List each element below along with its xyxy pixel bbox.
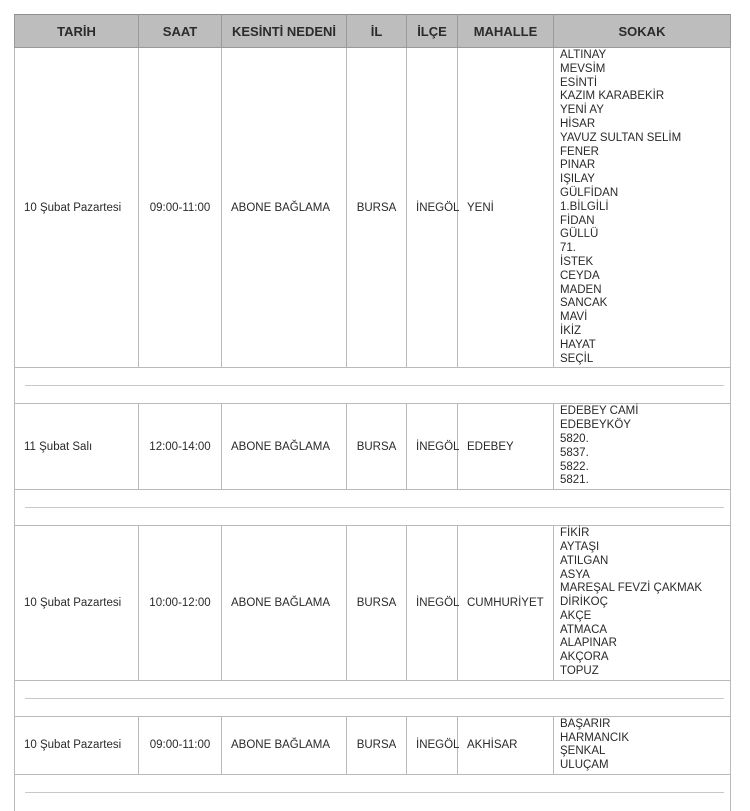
street-name: FENER: [560, 145, 599, 158]
street-name: EDEBEY CAMİ: [560, 405, 639, 418]
cell-il: BURSA: [347, 716, 407, 774]
cell-ilce: İNEGÖL: [407, 716, 458, 774]
divider-line: [25, 385, 724, 386]
street-name: BAŞARIR: [560, 717, 611, 730]
table-row: [15, 404, 731, 490]
street-name: MAREŞAL FEVZİ ÇAKMAK: [560, 582, 703, 595]
street-name: HARMANCIK: [560, 731, 630, 744]
street-name: 5820.: [560, 432, 589, 445]
street-name: MAVİ: [560, 311, 588, 324]
cell-sokak-list: [554, 716, 731, 774]
cell-mahalle: CUMHURİYET: [458, 526, 554, 681]
header-il: İL: [347, 15, 407, 48]
table-row: [15, 716, 731, 774]
cell-ilce: İNEGÖL: [407, 48, 458, 368]
street-name: 5837.: [560, 446, 589, 459]
divider-line: [25, 507, 724, 508]
street-name: GÜLLÜ: [560, 228, 599, 241]
street-name: AKÇE: [560, 609, 592, 622]
row-separator: [15, 680, 731, 716]
street-name: 1.BİLGİLİ: [560, 200, 609, 213]
row-separator: [15, 775, 731, 811]
cell-kesinti-nedeni: ABONE BAĞLAMA: [222, 404, 347, 490]
cell-tarih: 10 Şubat Pazartesi: [15, 48, 139, 368]
street-name: GÜLFİDAN: [560, 186, 619, 199]
cell-il: BURSA: [347, 404, 407, 490]
cell-ilce: İNEGÖL: [407, 404, 458, 490]
cell-tarih: 11 Şubat Salı: [15, 404, 139, 490]
row-separator: [15, 490, 731, 526]
street-name: AYTAŞI: [560, 540, 600, 553]
cell-kesinti-nedeni: ABONE BAĞLAMA: [222, 48, 347, 368]
cell-il: BURSA: [347, 48, 407, 368]
header-ilce: İLÇE: [407, 15, 458, 48]
street-name: CEYDA: [560, 269, 600, 282]
header-kesinti-nedeni: KESİNTİ NEDENİ: [222, 15, 347, 48]
street-name: EDEBEYKÖY: [560, 419, 631, 432]
street-name: ESİNTİ: [560, 76, 598, 89]
table-row: [15, 526, 731, 681]
street-name: 5821.: [560, 474, 589, 487]
table-row: [15, 48, 731, 368]
cell-sokak-list: [554, 48, 731, 368]
street-name: FİDAN: [560, 214, 595, 227]
cell-il: BURSA: [347, 526, 407, 681]
street-name: MEVSİM: [560, 62, 606, 75]
cell-saat: 09:00-11:00: [139, 716, 222, 774]
table-header-row: [15, 15, 731, 48]
cell-saat: 10:00-12:00: [139, 526, 222, 681]
street-name: YENİ AY: [560, 104, 604, 117]
header-sokak: SOKAK: [554, 15, 731, 48]
cell-mahalle: YENİ: [458, 48, 554, 368]
power-outage-table: [14, 14, 731, 811]
street-name: PINAR: [560, 159, 596, 172]
street-name: İSTEK: [560, 255, 594, 268]
cell-mahalle: EDEBEY: [458, 404, 554, 490]
divider-line: [25, 792, 724, 793]
street-name: ASYA: [560, 568, 590, 581]
street-name: HAYAT: [560, 338, 596, 351]
street-name: ULUÇAM: [560, 759, 609, 772]
street-name: ALTINAY: [560, 49, 607, 61]
street-name: ATILGAN: [560, 554, 609, 567]
cell-ilce: İNEGÖL: [407, 526, 458, 681]
street-name: SANCAK: [560, 297, 608, 310]
cell-tarih: 10 Şubat Pazartesi: [15, 526, 139, 681]
street-name: TOPUZ: [560, 665, 599, 678]
street-name: 5822.: [560, 460, 589, 473]
cell-saat: 09:00-11:00: [139, 48, 222, 368]
street-name: YAVUZ SULTAN SELİM: [560, 131, 682, 144]
street-name: FİKİR: [560, 527, 590, 540]
street-name: ŞENKAL: [560, 745, 606, 758]
street-name: ALAPINAR: [560, 637, 617, 650]
header-mahalle: MAHALLE: [458, 15, 554, 48]
cell-sokak-list: [554, 526, 731, 681]
cell-mahalle: AKHİSAR: [458, 716, 554, 774]
cell-sokak-list: [554, 404, 731, 490]
cell-kesinti-nedeni: ABONE BAĞLAMA: [222, 716, 347, 774]
divider-line: [25, 698, 724, 699]
street-name: HİSAR: [560, 117, 596, 130]
street-name: AKÇORA: [560, 651, 609, 664]
street-name: IŞILAY: [560, 173, 595, 186]
street-name: DİRİKOÇ: [560, 596, 608, 609]
cell-kesinti-nedeni: ABONE BAĞLAMA: [222, 526, 347, 681]
cell-tarih: 10 Şubat Pazartesi: [15, 716, 139, 774]
street-name: İKİZ: [560, 324, 582, 337]
header-tarih: TARİH: [15, 15, 139, 48]
street-name: ATMACA: [560, 623, 608, 636]
street-name: MADEN: [560, 283, 602, 296]
street-name: SEÇİL: [560, 352, 594, 365]
cell-saat: 12:00-14:00: [139, 404, 222, 490]
street-name: 71.: [560, 242, 576, 255]
row-separator: [15, 368, 731, 404]
outage-table-container: [14, 14, 730, 811]
header-saat: SAAT: [139, 15, 222, 48]
street-name: KAZIM KARABEKİR: [560, 90, 665, 103]
